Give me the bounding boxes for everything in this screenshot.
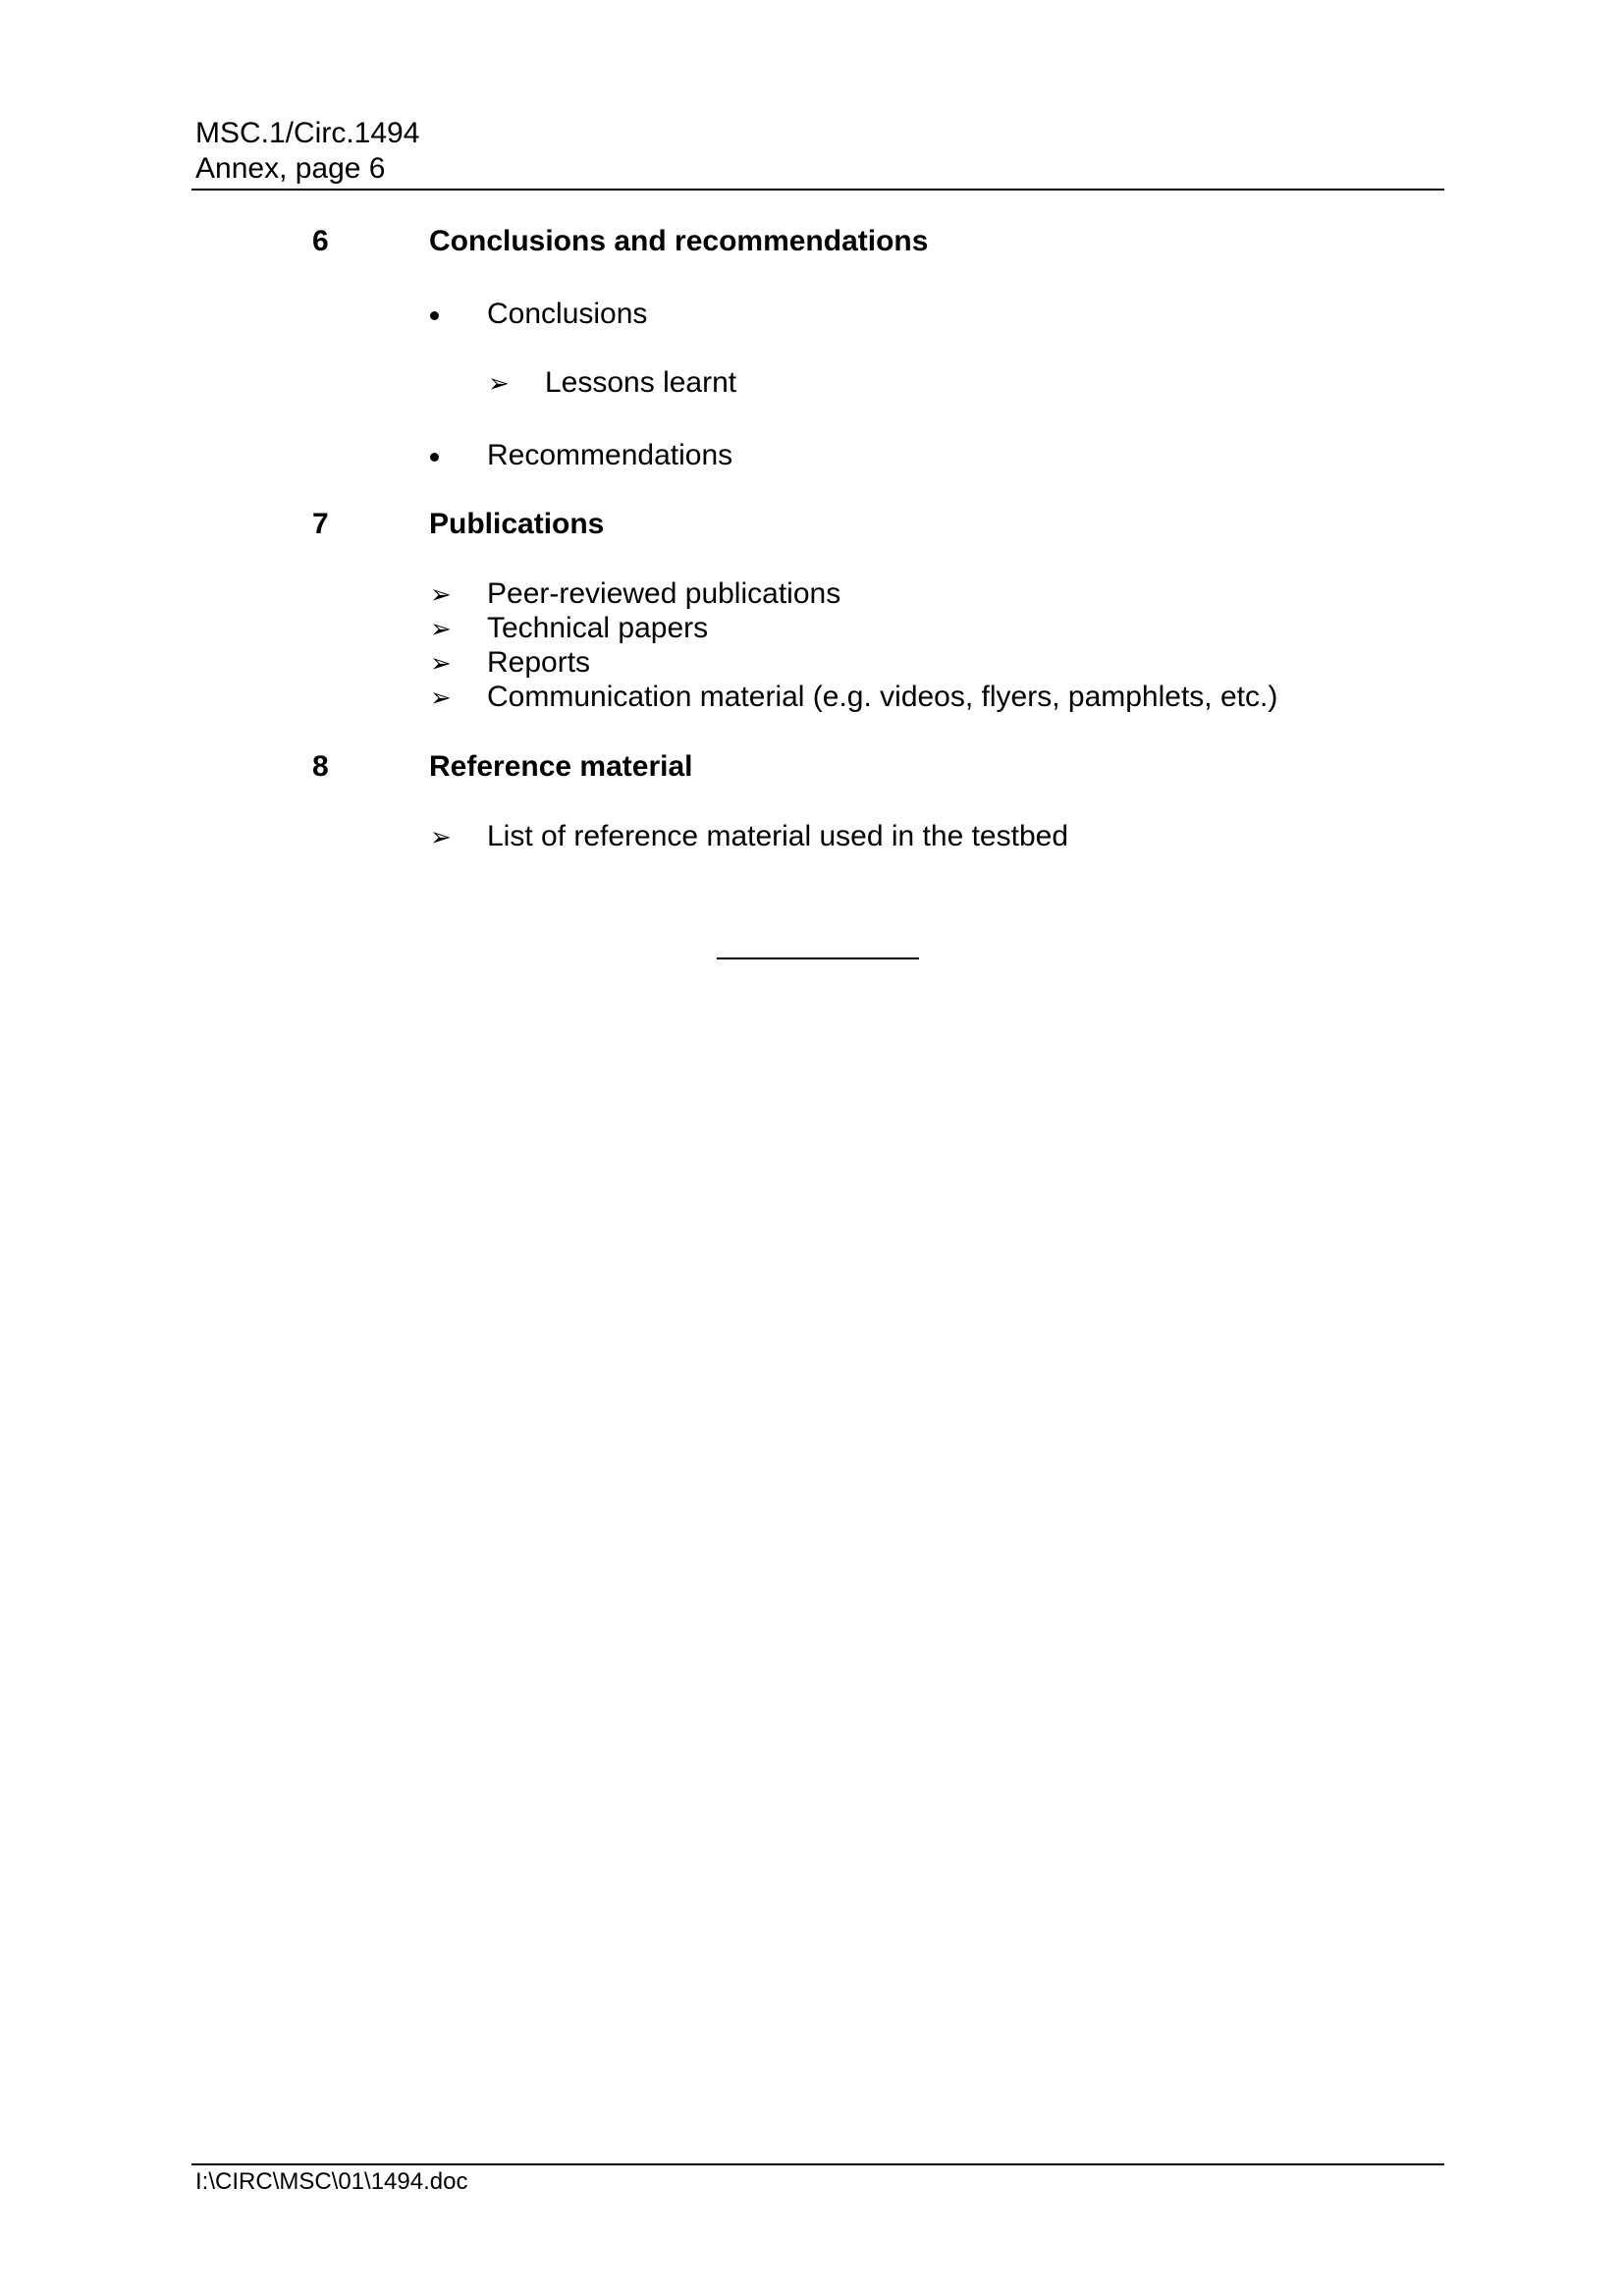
list-item-reports: Reports	[487, 646, 591, 679]
footer-divider	[191, 2163, 1444, 2165]
arrowhead-icon: ➢	[430, 822, 452, 851]
end-of-document-rule	[717, 957, 919, 959]
arrowhead-icon: ➢	[430, 648, 452, 678]
section-6-number: 6	[312, 225, 329, 257]
bullet-icon	[430, 311, 439, 320]
footer-file-path: I:\CIRC\MSC\01\1494.doc	[195, 2168, 468, 2195]
arrowhead-icon: ➢	[430, 579, 452, 609]
list-item-lessons-learnt: Lessons learnt	[545, 366, 737, 399]
section-7-title: Publications	[429, 508, 605, 540]
arrowhead-icon: ➢	[430, 614, 452, 643]
bullet-icon	[430, 453, 439, 462]
list-item-technical-papers: Technical papers	[487, 612, 709, 644]
section-8-number: 8	[312, 750, 329, 783]
section-8-title: Reference material	[429, 750, 693, 783]
list-item-conclusions: Conclusions	[487, 298, 648, 330]
list-item-reference-material: List of reference material used in the testbed	[487, 820, 1069, 852]
arrowhead-icon: ➢	[430, 683, 452, 712]
header-divider	[191, 189, 1444, 191]
list-item-communication-material: Communication material (e.g. videos, flyers, pamphlets, etc.)	[487, 681, 1278, 713]
arrowhead-icon: ➢	[488, 368, 510, 398]
list-item-recommendations: Recommendations	[487, 439, 733, 471]
section-7-number: 7	[312, 508, 329, 540]
circular-reference: MSC.1/Circ.1494	[195, 117, 420, 149]
annex-page-label: Annex, page 6	[195, 152, 386, 185]
document-header	[195, 116, 419, 187]
list-item-peer-reviewed: Peer-reviewed publications	[487, 577, 841, 610]
section-6-title: Conclusions and recommendations	[429, 225, 929, 257]
